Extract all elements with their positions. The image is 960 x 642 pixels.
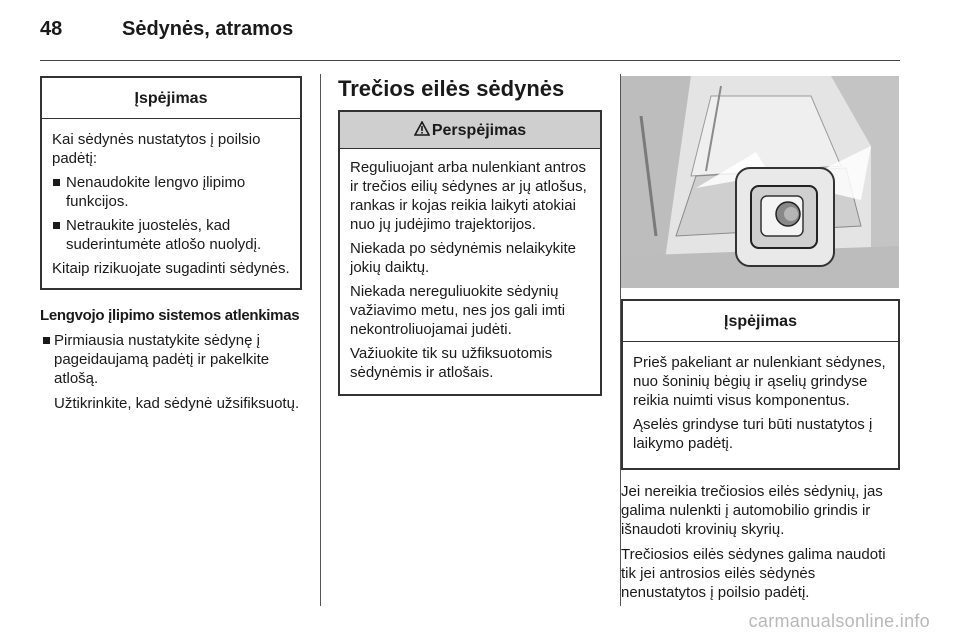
third-row-body-text: [621, 482, 900, 602]
caution-box: [338, 110, 602, 396]
bullet-square-icon: [53, 222, 60, 229]
warning-box-removal: [621, 299, 900, 470]
section-subheading: Lengvojo įlipimo sistemos atlenkimas: [40, 307, 300, 324]
warning-box-title: Įspėjimas: [623, 301, 898, 342]
warning-list: [52, 173, 290, 254]
instruction-step: Pirmiausia nustatykite sėdynę į pageidaujamą padėtį ir pakelkite atlošą.: [40, 331, 302, 388]
caution-paragraph: Niekada nereguliuokite sėdynių važiavimo metu, nes jos gali imti nekontroliuojamai judėti.: [350, 283, 566, 338]
warning-list-item: Netraukite juostelės, kad suderintumėte atlošo nuolydį.: [52, 216, 290, 254]
warning-triangle-icon: [414, 121, 430, 136]
column-divider-left: [320, 74, 321, 606]
header-rule: [40, 60, 900, 61]
body-paragraph: Trečiosios eilės sėdynes galima naudoti tik jei antrosios eilės sėdynės nenustatytos į poilsio padėtį.: [621, 546, 886, 601]
warning-box-title: Įspėjimas: [42, 78, 300, 119]
right-column: [621, 299, 900, 608]
warning-intro: Kai sėdynės nustatytos į poilsio padėtį:: [52, 131, 261, 167]
middle-column: [338, 76, 602, 396]
caution-paragraph: Važiuokite tik su užfiksuotomis sėdynėmis ir atlošais.: [350, 345, 553, 381]
body-paragraph: Jei nereikia trečiosios eilės sėdynių, jas galima nulenkti į automobilio grindis ir išnaudoti krovinių skyrių.: [621, 483, 883, 538]
page-number: 48: [40, 18, 63, 40]
section-heading: Trečios eilės sėdynės: [338, 76, 565, 101]
warning-box-body: [623, 342, 898, 466]
bullet-square-icon: [43, 337, 50, 344]
caution-box-title: Perspėjimas: [431, 122, 527, 139]
warning-outro: Kitaip rizikuojate sugadinti sėdynės.: [52, 260, 290, 277]
instruction-note: Užtikrinkite, kad sėdynė užsifiksuotų.: [54, 395, 300, 412]
bullet-square-icon: [53, 179, 60, 186]
left-column: [40, 76, 302, 419]
watermark-text: carmanualsonline.info: [748, 611, 930, 631]
vehicle-rear-cargo-image: [621, 76, 899, 288]
warning-box-recline: [40, 76, 302, 290]
caution-paragraph: Reguliuojant arba nulenkiant antros ir trečios eilių sėdynes ar jų atlošus, rankas ir kojas reikia laikyti atokiai nuo jų judėjimo trajektorijos.: [350, 159, 587, 233]
caution-box-header: [340, 112, 600, 149]
easy-entry-section: [40, 306, 302, 413]
warning-box-body: [42, 119, 300, 291]
cargo-floor-eye-illustration: [621, 76, 899, 288]
warning-list-item: Nenaudokite lengvo įlipimo funkcijos.: [52, 173, 290, 211]
caution-paragraph: Niekada po sėdynėmis nelaikykite jokių daiktų.: [350, 240, 576, 276]
caution-box-body: [340, 149, 600, 395]
warning-paragraph: Prieš pakeliant ar nulenkiant sėdynes, nuo šoninių bėgių ir ąselių grindyse reikia nuimti visus komponentus.: [633, 354, 886, 409]
chapter-title: Sėdynės, atramos: [122, 18, 294, 40]
warning-paragraph: Ąselės grindyse turi būti nustatytos į laikymo padėtį.: [633, 416, 873, 452]
